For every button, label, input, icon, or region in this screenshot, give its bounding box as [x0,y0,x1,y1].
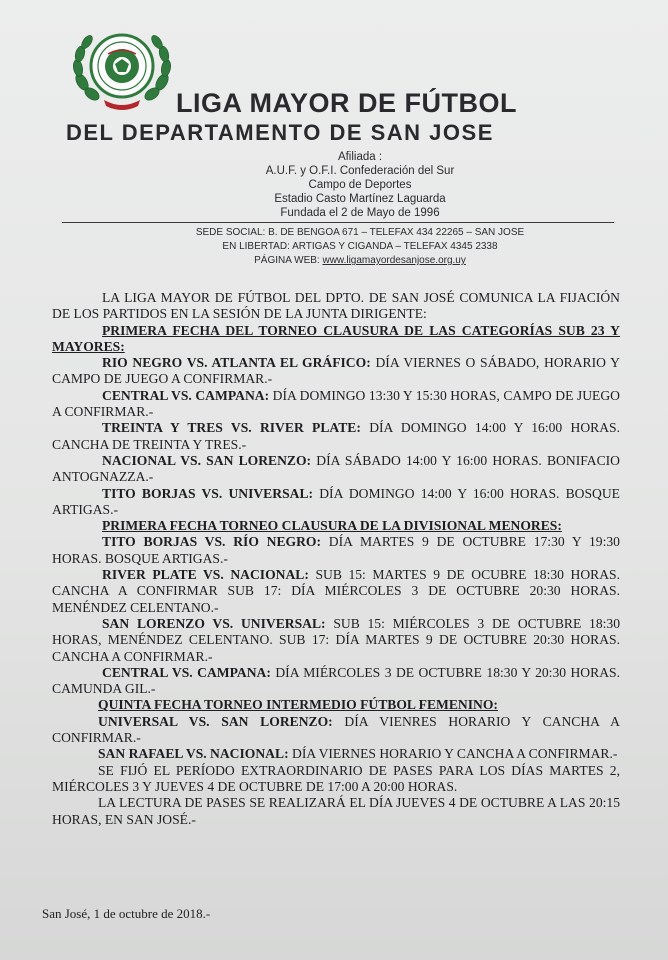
match-details: DÍA VIENRES HORARIO Y CANCHA A CONFIRMAR.- [52,713,620,746]
match-entry [52,453,620,486]
match-teams: RIVER PLATE VS. NACIONAL: [102,567,309,583]
match-entry [52,420,620,453]
match-teams: CENTRAL VS. CAMPANA: [102,387,270,403]
match-entry [52,665,620,698]
affiliation-line: A.U.F. y O.F.I. Confederación del Sur [265,165,455,177]
match-details: DÍA MIÉRCOLES 3 DE OCTUBRE 18:30 Y 20:30 HORAS. CAMUNDA GIL.- [52,664,620,697]
section-heading-menores: PRIMERA FECHA TORNEO CLAUSURA DE LA DIVISIONAL MENORES: [102,518,562,534]
contact-block [150,226,570,268]
match-details: SUB 15: MIÉRCOLES 3 DE OCTUBRE 18:30 HORAS, MENÉNDEZ CELENTANO. SUB 17: DÍA MARTES 9 DE OCTUBRE 20:30 HORAS. CANCHA A CONFIRMAR.- [52,615,620,664]
match-teams: RIO NEGRO VS. ATLANTA EL GRÁFICO: [102,355,371,371]
league-title: LIGA MAYOR DE FÚTBOL [176,88,518,118]
match-details: DÍA DOMINGO 13:30 Y 15:30 HORAS, CAMPO DE JUEGO A CONFIRMAR.- [52,387,620,420]
affiliation-line: Campo de Deportes [308,179,412,191]
transfer-reading-note: LA LECTURA DE PASES SE REALIZARÁ EL DÍA JUEVES 4 DE OCTUBRE A LAS 20:15 HORAS, EN SAN JOSÉ.- [52,795,620,827]
league-crest-logo [68,24,176,112]
match-entry [52,567,620,616]
match-entry [52,388,620,421]
affiliation-block [150,150,570,220]
intro-paragraph: LA LIGA MAYOR DE FÚTBOL DEL DPTO. DE SAN JOSÉ COMUNICA LA FIJACIÓN DE LOS PARTIDOS EN LA SESIÓN DE LA JUNTA DIRIGENTE: [52,290,620,322]
affiliation-line: Estadio Casto Martínez Laguarda [274,193,446,205]
match-details: DÍA DOMINGO 14:00 Y 16:00 HORAS. CANCHA DE TREINTA Y TRES.- [52,420,620,452]
match-teams: SAN LORENZO VS. UNIVERSAL: [102,615,326,631]
match-teams: TITO BORJAS VS. RÍO NEGRO: [102,534,322,550]
match-details: DÍA VIERNES HORARIO Y CANCHA A CONFIRMAR.- [292,746,618,762]
match-entry [52,534,620,567]
match-entry [52,486,620,519]
section-heading-mayores: PRIMERA FECHA DEL TORNEO CLAUSURA DE LAS CATEGORÍAS SUB 23 Y MAYORES: [52,322,620,354]
website-link[interactable]: www.ligamayordesanjose.org.uy [322,255,466,266]
match-teams: SAN RAFAEL VS. NACIONAL: [98,746,289,762]
communique-body [52,290,620,828]
transfer-period-note: SE FIJÓ EL PERÍODO EXTRAORDINARIO DE PASES PARA LOS DÍAS MARTES 2, MIÉRCOLES 3 Y JUEVES 4 DE OCTUBRE DE 17:00 A 20:00 HORAS. [52,762,620,794]
section-heading-femenino: QUINTA FECHA TORNEO INTERMEDIO FÚTBOL FEMENINO: [98,697,498,713]
document-date: San José, 1 de octubre de 2018.- [42,906,211,921]
header-divider [62,222,614,223]
match-details: DÍA VIERNES O SÁBADO, HORARIO Y CAMPO DE JUEGO A CONFIRMAR.- [52,355,620,387]
affiliation-line: Afiliada : [337,151,383,163]
match-details: DÍA DOMINGO 14:00 Y 16:00 HORAS. BOSQUE ARTIGAS.- [52,485,620,517]
match-details: DÍA SÁBADO 14:00 Y 16:00 HORAS. BONIFACIO ANTOGNAZZA.- [52,452,620,485]
match-entry [52,746,620,762]
match-details: SUB 15: MARTES 9 DE OCUBRE 18:30 HORAS. CANCHA A CONFIRMAR SUB 17: DÍA MIÉRCOLES 3 DE OCTUBRE 20:30 HORAS. MENÉNDEZ CELENTANO.- [52,567,620,615]
match-teams: TREINTA Y TRES VS. RIVER PLATE: [102,420,361,436]
match-teams: TITO BORJAS VS. UNIVERSAL: [102,485,314,501]
website-label: PÁGINA WEB: [254,255,320,266]
match-entry [52,714,620,747]
match-details: DÍA MARTES 9 DE OCTUBRE 17:30 Y 19:30 HORAS. BOSQUE ARTIGAS.- [52,534,620,566]
website-line [150,254,570,268]
match-entry [52,616,620,665]
match-entry [52,355,620,388]
founded-line: Fundada el 2 de Mayo de 1996 [280,207,440,219]
libertad-line: EN LIBERTAD: ARTIGAS Y CIGANDA – TELEFAX 4345 2338 [222,241,498,252]
match-teams: UNIVERSAL VS. SAN LORENZO: [98,713,333,729]
department-title: DEL DEPARTAMENTO DE SAN JOSE [66,120,494,145]
match-teams: NACIONAL VS. SAN LORENZO: [102,452,312,468]
sede-social-line: SEDE SOCIAL: B. DE BENGOA 671 – TELEFAX 434 22265 – SAN JOSE [195,227,525,238]
match-teams: CENTRAL VS. CAMPANA: [102,664,271,680]
